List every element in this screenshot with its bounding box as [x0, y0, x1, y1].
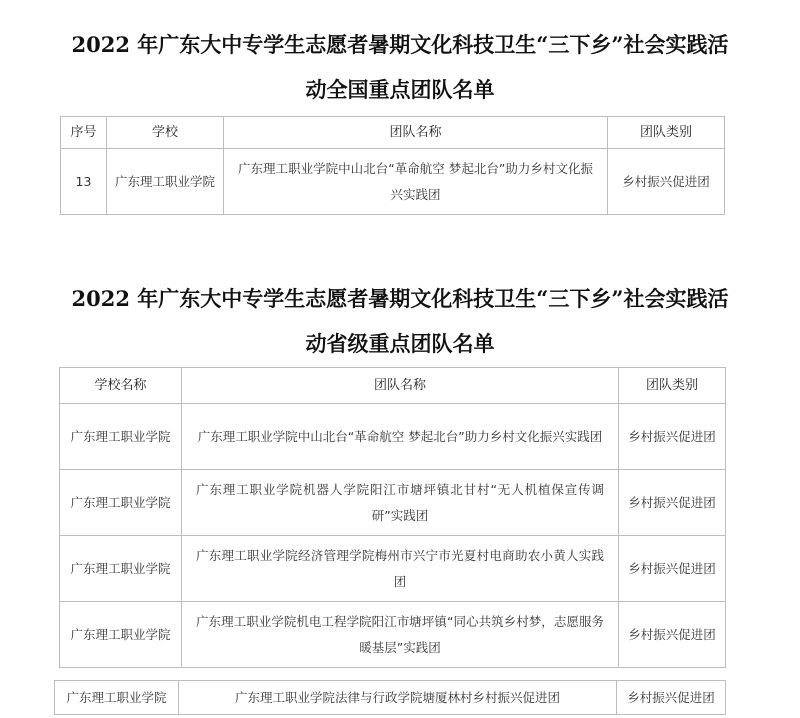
- table-row: [60, 404, 726, 470]
- header-school: 学校: [107, 117, 224, 149]
- header-team-name: 团队名称: [182, 368, 619, 404]
- table-gap: [59, 668, 725, 680]
- row-school: 广东理工职业学院: [55, 681, 179, 715]
- row-team-name: 广东理工职业学院经济管理学院梅州市兴宁市光夏村电商助农小黄人实践团: [182, 536, 619, 602]
- row-school: 广东理工职业学院: [60, 536, 182, 602]
- row-team-name: 广东理工职业学院法律与行政学院塘厦林村乡村振兴促进团: [179, 681, 617, 715]
- provincial-key-teams-table: [59, 367, 726, 668]
- row-team-name: 广东理工职业学院中山北台“革命航空 梦起北台”助力乡村文化振兴实践团: [182, 404, 619, 470]
- row-category: 乡村振兴促进团: [608, 149, 725, 215]
- row-team-name: 广东理工职业学院中山北台“革命航空 梦起北台”助力乡村文化振兴实践团: [224, 149, 608, 215]
- row-category: 乡村振兴促进团: [619, 536, 726, 602]
- table-row: [60, 536, 726, 602]
- row-school: 广东理工职业学院: [60, 602, 182, 668]
- national-key-teams-table: [60, 116, 725, 215]
- row-team-name: 广东理工职业学院机器人学院阳江市塘坪镇北甘村“无人机植保宣传调研”实践团: [182, 470, 619, 536]
- row-category: 乡村振兴促进团: [619, 470, 726, 536]
- row-school: 广东理工职业学院: [60, 470, 182, 536]
- table-header-row: [60, 368, 726, 404]
- table-row: [55, 681, 726, 715]
- header-team-name: 团队名称: [224, 117, 608, 149]
- row-category: 乡村振兴促进团: [617, 681, 726, 715]
- header-team-category: 团队类别: [608, 117, 725, 149]
- row-school: 广东理工职业学院: [107, 149, 224, 215]
- table-row: [60, 470, 726, 536]
- section1-title-line2: 动全国重点团队名单: [305, 77, 495, 102]
- row-no: 13: [61, 149, 107, 215]
- header-no: 序号: [61, 117, 107, 149]
- row-school: 广东理工职业学院: [60, 404, 182, 470]
- row-category: 乡村振兴促进团: [619, 602, 726, 668]
- section2-title-line2: 动省级重点团队名单: [305, 331, 495, 356]
- header-team-category: 团队类别: [619, 368, 726, 404]
- header-school-name: 学校名称: [60, 368, 182, 404]
- row-team-name: 广东理工职业学院机电工程学院阳江市塘坪镇“同心共筑乡村梦，志愿服务暖基层”实践团: [182, 602, 619, 668]
- section2-title-line1: 2022 年广东大中专学生志愿者暑期文化科技卫生“三下乡”社会实践活: [71, 286, 729, 311]
- table-header-row: [61, 117, 725, 149]
- row-category: 乡村振兴促进团: [619, 404, 726, 470]
- section1-title-line1: 2022 年广东大中专学生志愿者暑期文化科技卫生“三下乡”社会实践活: [71, 32, 729, 57]
- table-row: [61, 149, 725, 215]
- provincial-key-teams-table-continued: [54, 680, 726, 715]
- table-row: [60, 602, 726, 668]
